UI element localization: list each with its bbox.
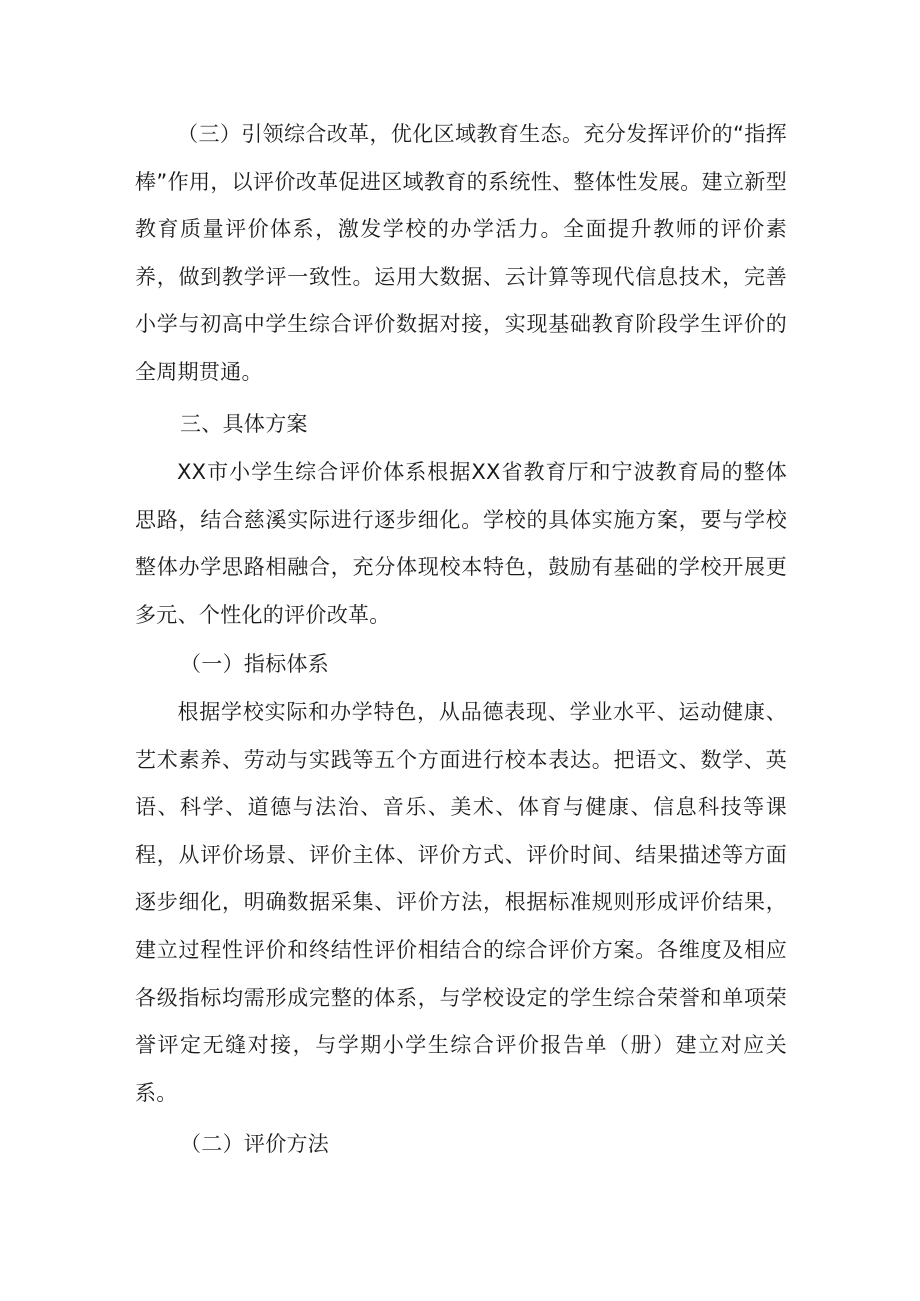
heading-indicator-system: （一）指标体系 [180,652,330,676]
heading-evaluation-methods: （二）评价方法 [180,1132,330,1156]
paragraph-text: （三）引领综合改革，优化区域教育生态。充分发挥评价的“指挥棒”作用，以评价改革促进区域教育的系统性、整体性发展。建立新型教育质量评价体系，激发学校的办学活力。全面提升教师的评价素养，做到教学评一致性。运用大数据、云计算等现代信息技术，完善小学与初高中学生综合评价数据对接，实现基础教育阶段学生评价的全周期贯通。 [135,122,787,384]
paragraph-indicator-system [135,689,787,1117]
heading-specific-plan: 三、具体方案 [180,412,308,436]
paragraph-text: 根据学校实际和办学特色，从品德表现、学业水平、运动健康、艺术素养、劳动与实践等五个方面进行校本表达。把语文、数学、英语、科学、道德与法治、音乐、美术、体育与健康、信息科技等课程，从评价场景、评价主体、评价方式、评价时间、结果描述等方面逐步细化，明确数据采集、评价方法，根据标准规则形成评价结果，建立过程性评价和终结性评价相结合的综合评价方案。各维度及相应各级指标均需形成完整的体系，与学校设定的学生综合荣誉和单项荣誉评定无缝对接，与学期小学生综合评价报告单（册）建立对应关系。 [135,700,787,1105]
paragraph-section-3-optimize [135,111,787,397]
paragraph-text: XX市小学生综合评价体系根据XX省教育厅和宁波教育局的整体思路，结合慈溪实际进行逐步细化。学校的具体实施方案，要与学校整体办学思路相融合，充分体现校本特色，鼓励有基础的学校开展更多元、个性化的评价改革。 [135,460,787,627]
paragraph-plan-intro [135,449,787,639]
